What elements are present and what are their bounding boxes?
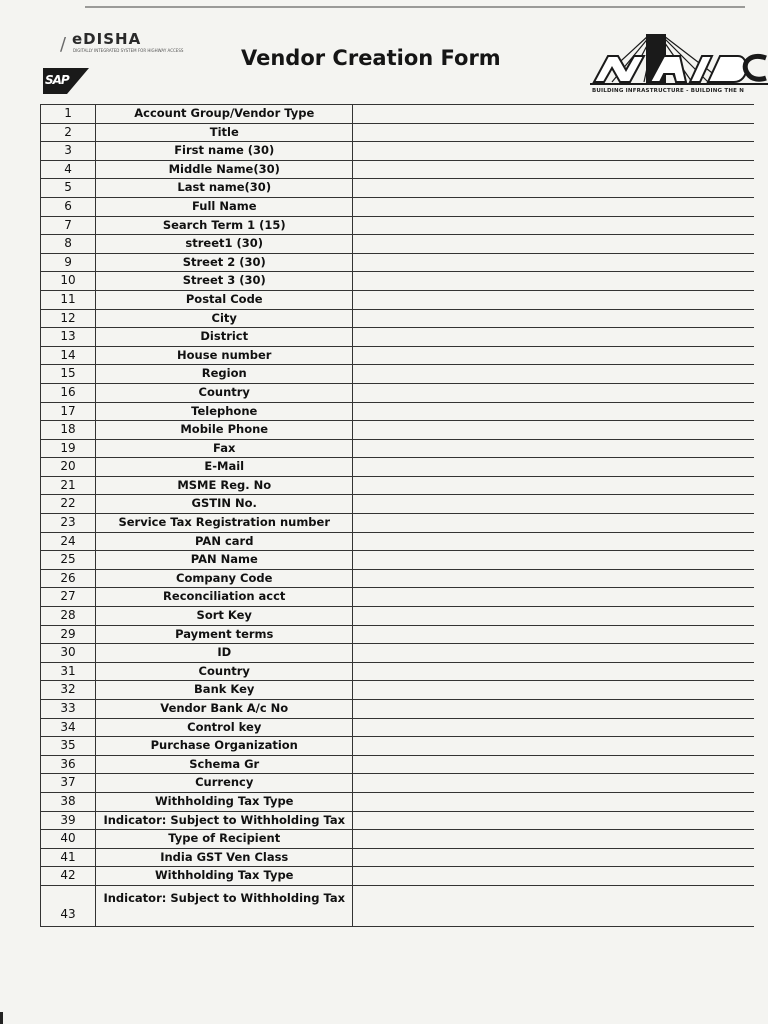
field-label: Company Code [96, 569, 353, 588]
row-number: 32 [41, 681, 96, 700]
form-row [41, 142, 755, 161]
field-value[interactable] [353, 179, 754, 198]
form-row [41, 160, 755, 179]
field-value[interactable] [353, 142, 754, 161]
row-number: 37 [41, 774, 96, 793]
edisha-slash-mark: / [60, 34, 67, 55]
field-label: street1 (30) [96, 235, 353, 254]
scan-edge-mark [0, 1012, 3, 1024]
field-label: Indicator: Subject to Withholding Tax [96, 811, 353, 830]
edisha-logo [60, 30, 184, 64]
form-row [41, 383, 755, 402]
page-title: Vendor Creation Form [241, 46, 501, 70]
field-value[interactable] [353, 514, 754, 533]
form-row [41, 718, 755, 737]
form-row [41, 439, 755, 458]
form-row [41, 235, 755, 254]
form-row [41, 328, 755, 347]
field-label: District [96, 328, 353, 347]
field-label: Telephone [96, 402, 353, 421]
field-value[interactable] [353, 607, 754, 626]
row-number: 30 [41, 644, 96, 663]
row-number: 1 [41, 105, 96, 124]
top-divider [85, 6, 745, 8]
field-label: Postal Code [96, 290, 353, 309]
row-number: 40 [41, 830, 96, 849]
field-label: Sort Key [96, 607, 353, 626]
field-value[interactable] [353, 458, 754, 477]
form-row [41, 681, 755, 700]
field-value[interactable] [353, 272, 754, 291]
field-value[interactable] [353, 755, 754, 774]
field-label: Middle Name(30) [96, 160, 353, 179]
sap-logo-text: SAP [45, 73, 69, 87]
field-value[interactable] [353, 290, 754, 309]
field-value[interactable] [353, 792, 754, 811]
form-row [41, 421, 755, 440]
row-number: 16 [41, 383, 96, 402]
field-value[interactable] [353, 681, 754, 700]
row-number: 3 [41, 142, 96, 161]
field-label: Schema Gr [96, 755, 353, 774]
field-value[interactable] [353, 588, 754, 607]
field-value[interactable] [353, 309, 754, 328]
field-value[interactable] [353, 197, 754, 216]
form-row [41, 346, 755, 365]
row-number: 11 [41, 290, 96, 309]
field-label: Withholding Tax Type [96, 792, 353, 811]
form-row [41, 123, 755, 142]
field-value[interactable] [353, 700, 754, 719]
field-label: City [96, 309, 353, 328]
field-value[interactable] [353, 532, 754, 551]
row-number: 33 [41, 700, 96, 719]
field-value[interactable] [353, 867, 754, 886]
field-value[interactable] [353, 253, 754, 272]
field-value[interactable] [353, 737, 754, 756]
row-number: 7 [41, 216, 96, 235]
field-label: Region [96, 365, 353, 384]
row-number: 36 [41, 755, 96, 774]
row-number: 13 [41, 328, 96, 347]
form-row [41, 885, 755, 926]
field-label: House number [96, 346, 353, 365]
row-number: 31 [41, 662, 96, 681]
row-number: 39 [41, 811, 96, 830]
row-number: 34 [41, 718, 96, 737]
row-number: 12 [41, 309, 96, 328]
form-row [41, 365, 755, 384]
field-label: Reconciliation acct [96, 588, 353, 607]
row-number: 5 [41, 179, 96, 198]
row-number: 4 [41, 160, 96, 179]
row-number: 23 [41, 514, 96, 533]
field-value[interactable] [353, 365, 754, 384]
field-value[interactable] [353, 105, 754, 124]
form-row [41, 514, 755, 533]
field-value[interactable] [353, 885, 754, 926]
field-value[interactable] [353, 216, 754, 235]
row-number: 14 [41, 346, 96, 365]
form-row [41, 700, 755, 719]
field-label: Currency [96, 774, 353, 793]
field-label: Full Name [96, 197, 353, 216]
field-label: ID [96, 644, 353, 663]
row-number: 26 [41, 569, 96, 588]
field-label: Control key [96, 718, 353, 737]
vendor-form-table [40, 104, 754, 927]
row-number: 38 [41, 792, 96, 811]
form-row [41, 551, 755, 570]
row-number: 8 [41, 235, 96, 254]
field-value[interactable] [353, 346, 754, 365]
naidco-tagline: BUILDING INFRASTRUCTURE - BUILDING THE N [592, 88, 745, 94]
row-number: 17 [41, 402, 96, 421]
field-label: MSME Reg. No [96, 476, 353, 495]
edisha-tagline: DIGITALLY INTEGRATED SYSTEM FOR HIGHWAY ACCESS [73, 48, 184, 53]
field-value[interactable] [353, 811, 754, 830]
form-row [41, 569, 755, 588]
form-row [41, 662, 755, 681]
form-row [41, 607, 755, 626]
field-label: Country [96, 662, 353, 681]
form-row [41, 309, 755, 328]
field-value[interactable] [353, 383, 754, 402]
form-row [41, 644, 755, 663]
row-number: 20 [41, 458, 96, 477]
row-number: 42 [41, 867, 96, 886]
row-number: 18 [41, 421, 96, 440]
field-value[interactable] [353, 160, 754, 179]
field-value[interactable] [353, 495, 754, 514]
row-number: 21 [41, 476, 96, 495]
field-value[interactable] [353, 439, 754, 458]
field-label: GSTIN No. [96, 495, 353, 514]
row-number: 43 [41, 885, 96, 926]
form-row [41, 532, 755, 551]
form-row [41, 290, 755, 309]
field-value[interactable] [353, 662, 754, 681]
form-row [41, 253, 755, 272]
field-label: Payment terms [96, 625, 353, 644]
field-value[interactable] [353, 551, 754, 570]
field-label: Withholding Tax Type [96, 867, 353, 886]
form-row [41, 588, 755, 607]
field-label: Country [96, 383, 353, 402]
row-number: 29 [41, 625, 96, 644]
form-row [41, 476, 755, 495]
field-value[interactable] [353, 402, 754, 421]
field-label: Last name(30) [96, 179, 353, 198]
field-label: Bank Key [96, 681, 353, 700]
field-value[interactable] [353, 718, 754, 737]
field-value[interactable] [353, 421, 754, 440]
form-row [41, 105, 755, 124]
form-row [41, 848, 755, 867]
field-value[interactable] [353, 569, 754, 588]
form-row [41, 625, 755, 644]
row-number: 35 [41, 737, 96, 756]
field-value[interactable] [353, 235, 754, 254]
field-label: Service Tax Registration number [96, 514, 353, 533]
form-row [41, 216, 755, 235]
field-value[interactable] [353, 830, 754, 849]
form-row [41, 867, 755, 886]
row-number: 6 [41, 197, 96, 216]
form-row [41, 792, 755, 811]
field-label: Purchase Organization [96, 737, 353, 756]
field-label: E-Mail [96, 458, 353, 477]
row-number: 25 [41, 551, 96, 570]
form-row [41, 402, 755, 421]
form-row [41, 197, 755, 216]
field-label: Mobile Phone [96, 421, 353, 440]
form-row [41, 811, 755, 830]
form-row [41, 179, 755, 198]
row-number: 28 [41, 607, 96, 626]
row-number: 2 [41, 123, 96, 142]
field-label: India GST Ven Class [96, 848, 353, 867]
form-row [41, 737, 755, 756]
field-label: First name (30) [96, 142, 353, 161]
field-label: Title [96, 123, 353, 142]
field-label: Indicator: Subject to Withholding Tax [96, 885, 353, 926]
field-value[interactable] [353, 774, 754, 793]
field-value[interactable] [353, 644, 754, 663]
field-label: Search Term 1 (15) [96, 216, 353, 235]
field-value[interactable] [353, 328, 754, 347]
field-label: Account Group/Vendor Type [96, 105, 353, 124]
form-row [41, 755, 755, 774]
naidco-logo [590, 34, 768, 96]
field-value[interactable] [353, 848, 754, 867]
row-number: 15 [41, 365, 96, 384]
row-number: 24 [41, 532, 96, 551]
field-label: Vendor Bank A/c No [96, 700, 353, 719]
row-number: 27 [41, 588, 96, 607]
edisha-wordmark: eDISHA [72, 30, 142, 48]
row-number: 41 [41, 848, 96, 867]
form-row [41, 495, 755, 514]
form-row [41, 774, 755, 793]
field-label: PAN Name [96, 551, 353, 570]
row-number: 22 [41, 495, 96, 514]
field-label: Fax [96, 439, 353, 458]
field-value[interactable] [353, 476, 754, 495]
field-label: Street 3 (30) [96, 272, 353, 291]
sap-logo [43, 68, 89, 94]
field-value[interactable] [353, 123, 754, 142]
row-number: 9 [41, 253, 96, 272]
field-label: PAN card [96, 532, 353, 551]
form-row [41, 272, 755, 291]
field-label: Type of Recipient [96, 830, 353, 849]
row-number: 19 [41, 439, 96, 458]
form-row [41, 830, 755, 849]
field-label: Street 2 (30) [96, 253, 353, 272]
form-row [41, 458, 755, 477]
field-value[interactable] [353, 625, 754, 644]
row-number: 10 [41, 272, 96, 291]
naidco-emblem [590, 34, 768, 88]
